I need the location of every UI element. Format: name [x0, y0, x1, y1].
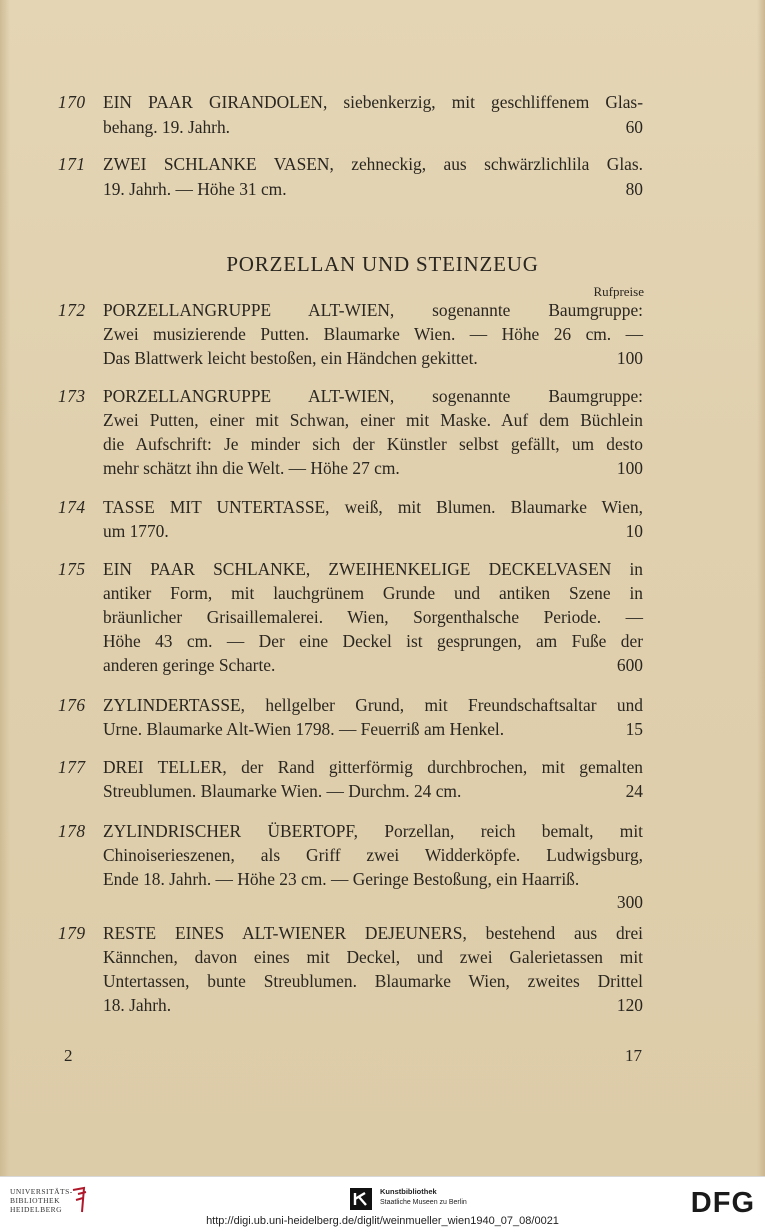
kb-name: Kunstbibliothek [380, 1187, 437, 1196]
lot-number: 172 [58, 300, 86, 320]
lot-price: 100 [616, 348, 643, 368]
lot-text-line: EIN PAAR SCHLANKE, ZWEIHENKELIGE DECKELVASEN in [103, 559, 643, 579]
lot-text-line: Streublumen. Blaumarke Wien. — Durchm. 24 cm. [103, 781, 462, 801]
lot-text-line: EIN PAAR GIRANDOLEN, siebenkerzig, mit geschliffenem Glas- [103, 92, 643, 112]
lot-text-line: die Aufschrift: Je minder sich der Künstler selbst gefällt, um desto [103, 434, 643, 454]
lot-text-line: Ende 18. Jahrh. — Höhe 23 cm. — Geringe Bestoßung, ein Haarriß. [103, 869, 580, 889]
lot-text-line: Untertassen, bunte Streublumen. Blaumarke Wien, zweites Drittel [103, 971, 643, 991]
lot-number: 177 [58, 757, 86, 777]
ub-logo-line: UNIVERSITÄTS- [10, 1187, 73, 1196]
page-right-edge [757, 0, 765, 1176]
ub-emblem-icon [70, 1186, 90, 1214]
lot-price: 10 [625, 521, 643, 541]
dfg-logo[interactable]: DFG [690, 1187, 755, 1219]
lot-text-line: Kännchen, davon eines mit Deckel, und zwei Galerietassen mit [103, 947, 643, 967]
lot-number: 171 [58, 154, 86, 174]
kunstbibliothek-logo-icon [350, 1188, 372, 1210]
lot-text-line: Urne. Blaumarke Alt-Wien 1798. — Feuerriß am Henkel. [103, 719, 505, 739]
lot-text-line: ZYLINDERTASSE, hellgelber Grund, mit Freundschaftsaltar und [103, 695, 643, 715]
lot-number: 178 [58, 821, 86, 841]
lot-price: 300 [616, 892, 643, 912]
page-left-edge [0, 0, 10, 1176]
lot-text-line: 19. Jahrh. — Höhe 31 cm. [103, 179, 287, 199]
lot-number: 176 [58, 695, 86, 715]
lot-text-line: Höhe 43 cm. — Der eine Deckel ist gesprungen, am Fuße der [103, 631, 643, 651]
lot-text-line: Chinoiserieszenen, als Griff zwei Widderköpfe. Ludwigsburg, [103, 845, 643, 865]
rufpreise-label: Rufpreise [593, 284, 644, 299]
lot-text-line: DREI TELLER, der Rand gitterförmig durchbrochen, mit gemalten [103, 757, 643, 777]
lot-text-line: ZWEI SCHLANKE VASEN, zehneckig, aus schwärzlichlila Glas. [103, 154, 643, 174]
page-number: 17 [625, 1046, 642, 1065]
lot-text-line: behang. 19. Jahrh. [103, 117, 231, 137]
lot-text-line: Zwei musizierende Putten. Blaumarke Wien. — Höhe 26 cm. — [103, 324, 643, 344]
lot-text-line: 18. Jahrh. [103, 995, 172, 1015]
lot-text-line: PORZELLANGRUPPE ALT-WIEN, sogenannte Baumgruppe: [103, 300, 643, 320]
kb-sub: Staatliche Museen zu Berlin [380, 1199, 467, 1206]
lot-text-line: TASSE MIT UNTERTASSE, weiß, mit Blumen. Blaumarke Wien, [103, 497, 643, 517]
lot-text-line: Zwei Putten, einer mit Schwan, einer mit Maske. Auf dem Büchlein [103, 410, 643, 430]
lot-text-line: bräunlicher Grisaillemalerei. Wien, Sorgenthalsche Periode. — [103, 607, 643, 627]
lot-number: 170 [58, 92, 86, 112]
lot-text-line: antiker Form, mit lauchgrünem Grunde und antiken Szene in [103, 583, 643, 603]
lot-text-line: um 1770. [103, 521, 169, 541]
lot-text-line: ZYLINDRISCHER ÜBERTOPF, Porzellan, reich bemalt, mit [103, 821, 643, 841]
lot-number: 173 [58, 386, 86, 406]
lot-price: 100 [616, 458, 643, 478]
ub-logo-line: HEIDELBERG [10, 1205, 63, 1214]
lot-price: 24 [625, 781, 643, 801]
lot-price: 600 [616, 655, 643, 675]
kunstbibliothek-label [380, 1187, 467, 1208]
lot-text-line: mehr schätzt ihn die Welt. — Höhe 27 cm. [103, 458, 400, 478]
lot-text-line: anderen geringe Scharte. [103, 655, 276, 675]
lot-price: 60 [625, 117, 643, 137]
lot-text-line: Das Blattwerk leicht bestoßen, ein Händchen gekittet. [103, 348, 478, 368]
lot-price: 15 [625, 719, 643, 739]
lot-number: 175 [58, 559, 86, 579]
ub-heidelberg-logo[interactable] [10, 1187, 73, 1214]
signature-mark: 2 [64, 1046, 73, 1065]
ub-logo-line: BIBLIOTHEK [10, 1196, 60, 1205]
lot-price: 80 [625, 179, 643, 199]
lot-number: 179 [58, 923, 86, 943]
permalink-url[interactable]: http://digi.ub.uni-heidelberg.de/diglit/weinmueller_wien1940_07_08/0021 [206, 1215, 559, 1227]
lot-text-line: RESTE EINES ALT-WIENER DEJEUNERS, bestehend aus drei [103, 923, 643, 943]
section-title: PORZELLAN UND STEINZEUG [226, 252, 539, 276]
lot-text-line: PORZELLANGRUPPE ALT-WIEN, sogenannte Baumgruppe: [103, 386, 643, 406]
lot-price: 120 [616, 995, 643, 1015]
lot-number: 174 [58, 497, 86, 517]
